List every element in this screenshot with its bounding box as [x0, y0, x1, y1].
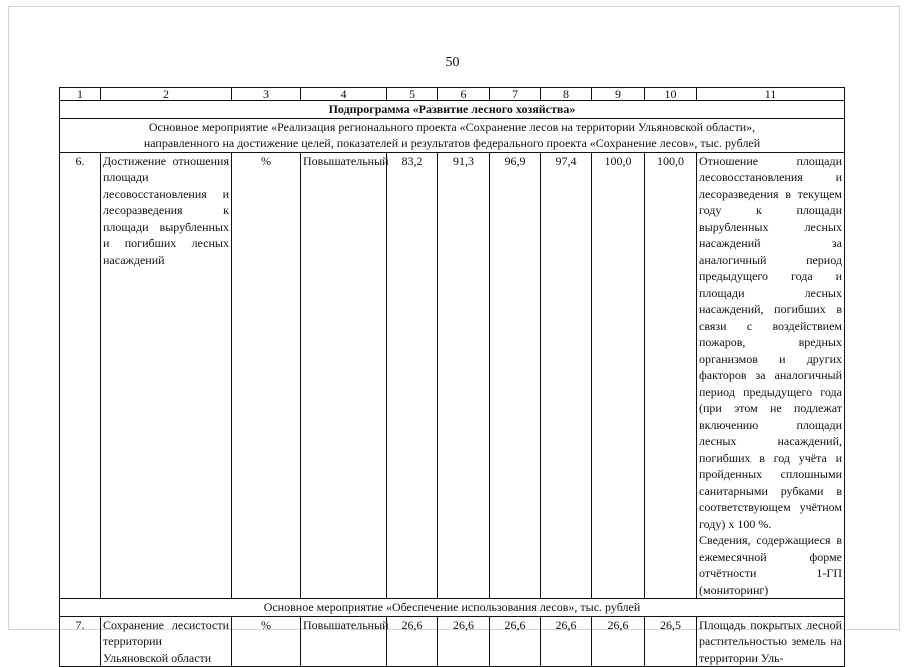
measure-row-2	[60, 599, 845, 617]
col-header: 3	[232, 88, 301, 101]
unit: %	[232, 616, 301, 667]
subprogram-row	[60, 101, 845, 119]
indicators-table	[59, 87, 845, 667]
value-cell: 26,5	[645, 616, 697, 667]
value-cell: 91,3	[438, 152, 490, 599]
value-cell: 26,6	[490, 616, 541, 667]
measure-row-1	[60, 118, 845, 152]
row-number: 7.	[60, 616, 101, 667]
indicator-type: Повышательный	[301, 152, 387, 599]
col-header: 1	[60, 88, 101, 101]
table-row	[60, 616, 845, 667]
subprogram-title: Подпрограмма «Развитие лесного хозяйства»	[60, 101, 845, 119]
measure-title: Основное мероприятие «Обеспечение использования лесов», тыс. рублей	[60, 599, 845, 617]
col-header: 7	[490, 88, 541, 101]
page-number: 50	[445, 55, 460, 70]
description-text: Отношение площади лесовосстановления и лесоразведения в текущем году к площади вырубленных лесных насаждений за аналогичный период предыдущего года и площади лесных насаждений, погибших в связи с воздействием пожаров, вредных организмов и других факторов за аналогичный период предыдущего года (при этом не подлежат включению площади лесных насаждений, погибших в год учёта и пройденных сплошными санитарными рубками в соответствующем учётном году) x 100 %.	[699, 153, 842, 531]
unit: %	[232, 152, 301, 599]
col-header: 4	[301, 88, 387, 101]
value-cell: 83,2	[387, 152, 438, 599]
row-number: 6.	[60, 152, 101, 599]
measure-line-2: направленного на достижение целей, показателей и результатов федерального проекта «Сохранение лесов», тыс. рублей	[143, 136, 761, 150]
measure-title	[60, 118, 845, 152]
description-source: Сведения, содержащиеся в ежемесячной форме отчётности 1-ГП (мониторинг)	[699, 533, 842, 597]
value-cell: 26,6	[438, 616, 490, 667]
column-number-row	[60, 88, 845, 101]
value-cell: 26,6	[592, 616, 645, 667]
value-cell: 96,9	[490, 152, 541, 599]
indicator-name: Достижение отношения площади лесовосстановления и лесоразведения к площади вырубленных и погибших лесных насаждений	[101, 152, 232, 599]
col-header: 5	[387, 88, 438, 101]
col-header: 10	[645, 88, 697, 101]
value-cell: 26,6	[387, 616, 438, 667]
col-header: 8	[541, 88, 592, 101]
col-header: 9	[592, 88, 645, 101]
indicator-type: Повышательный	[301, 616, 387, 667]
table-row	[60, 152, 845, 599]
value-cell: 100,0	[592, 152, 645, 599]
col-header: 6	[438, 88, 490, 101]
value-cell: 97,4	[541, 152, 592, 599]
col-header: 2	[101, 88, 232, 101]
value-cell: 26,6	[541, 616, 592, 667]
col-header: 11	[697, 88, 845, 101]
indicator-description	[697, 152, 845, 599]
measure-line-1: Основное мероприятие «Реализация регионального проекта «Сохранение лесов на территории Ульяновской области»,	[148, 119, 756, 134]
value-cell: 100,0	[645, 152, 697, 599]
indicator-description: Площадь покрытых лесной растительностью земель на территории Уль-	[697, 616, 845, 667]
indicator-name: Сохранение лесистости территории Ульяновской области	[101, 616, 232, 667]
